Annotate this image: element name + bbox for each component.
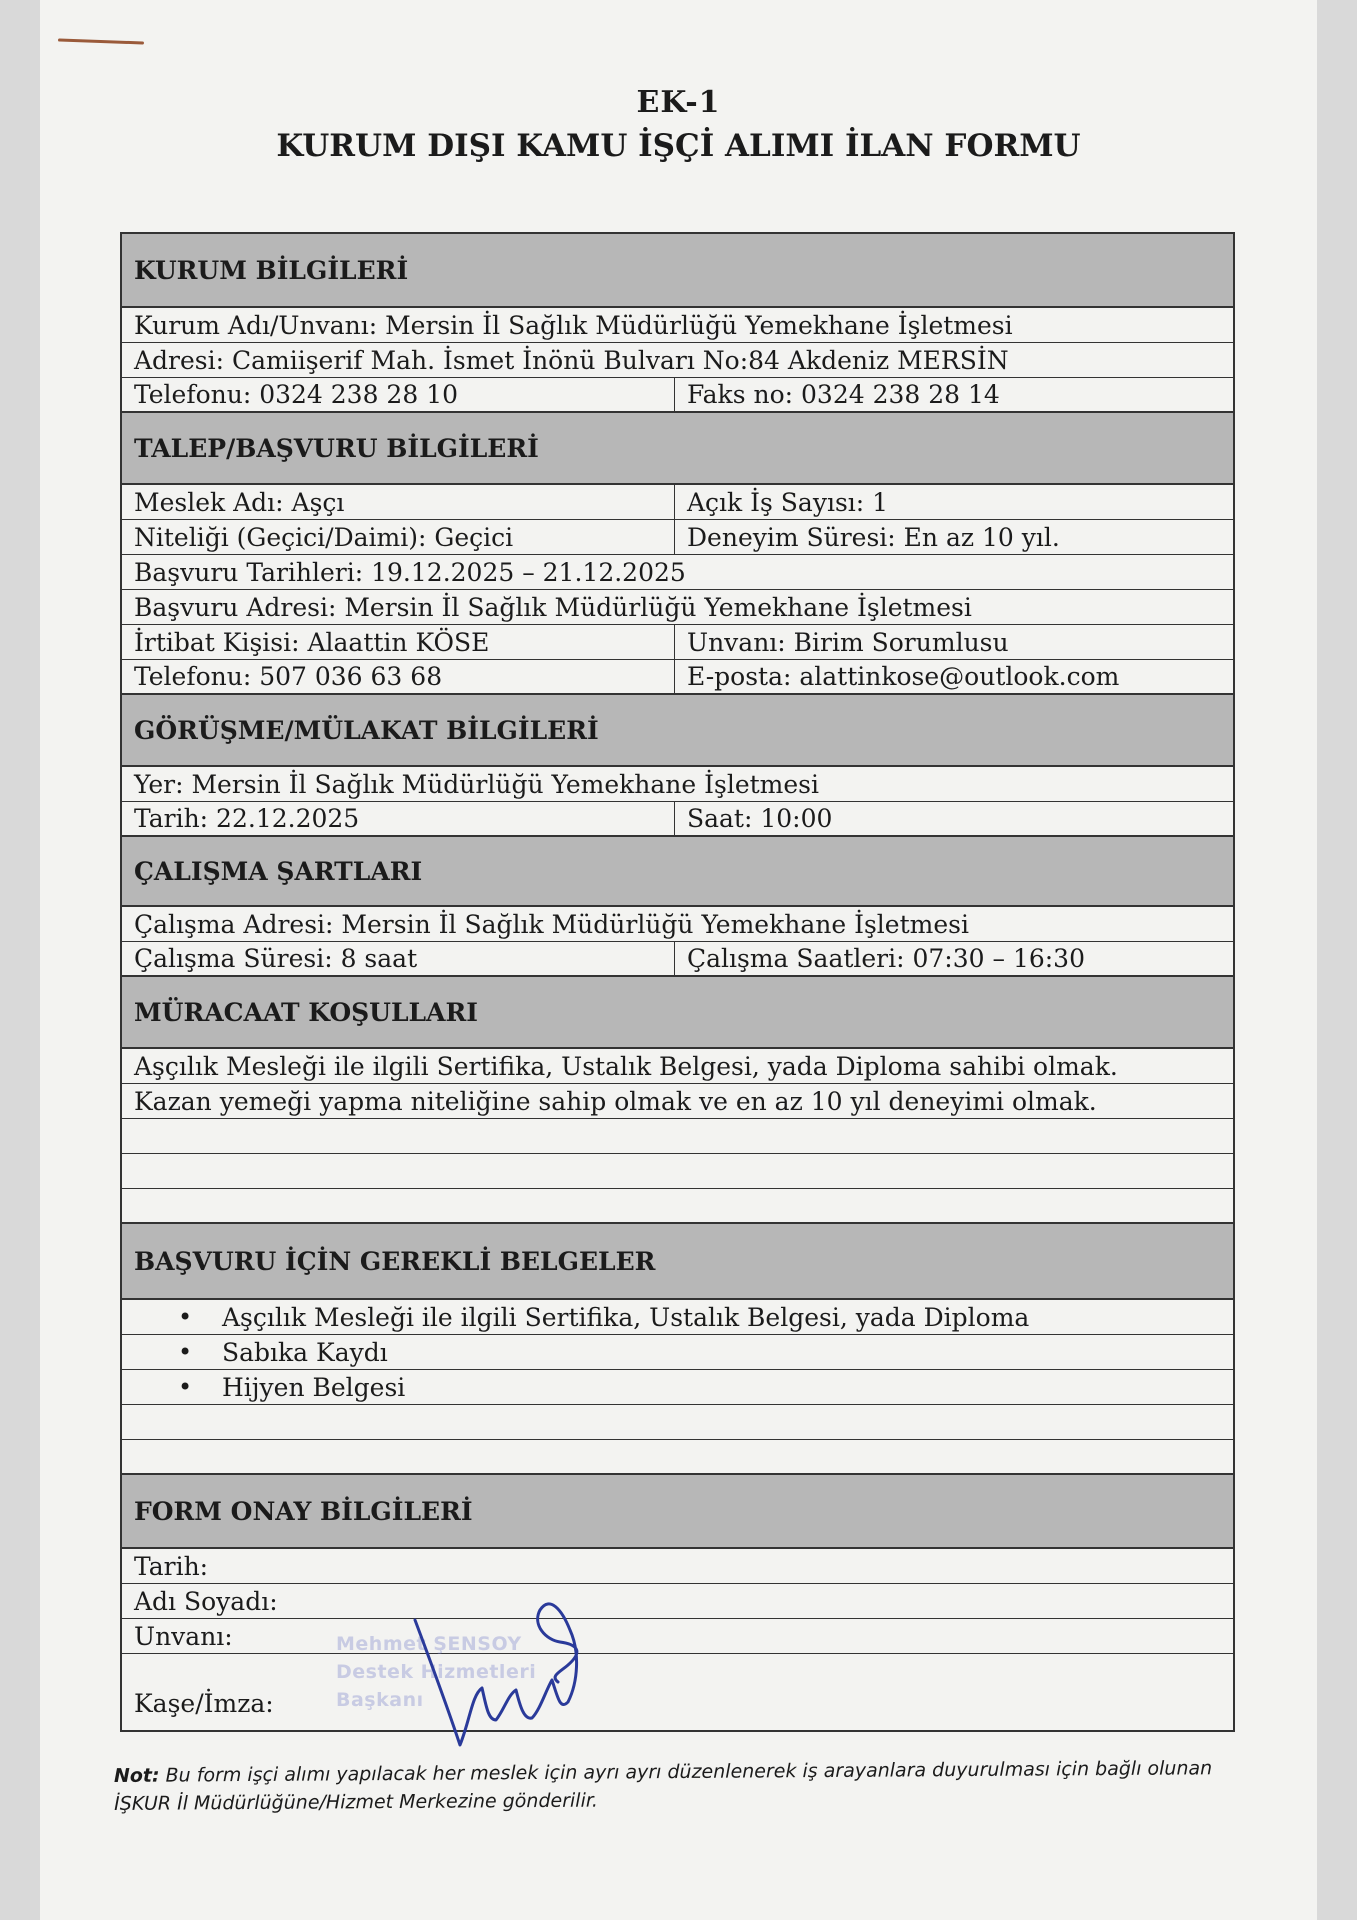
calisma-duration: Çalışma Süresi: 8 saat xyxy=(122,942,675,975)
row-talep-address xyxy=(122,590,1233,625)
row-belge-3 xyxy=(122,1370,1233,1405)
announcement-form xyxy=(120,232,1235,1732)
row-talep-profession xyxy=(122,485,1233,520)
talep-address: Başvuru Adresi: Mersin İl Sağlık Müdürlüğü Yemekhane İşletmesi xyxy=(134,592,972,622)
talep-openings: Açık İş Sayısı: 1 xyxy=(687,487,889,517)
calisma-address: Çalışma Adresi: Mersin İl Sağlık Müdürlüğü Yemekhane İşletmesi xyxy=(134,909,969,939)
note-text: Bu form işçi alımı yapılacak her meslek için ayrı ayrı düzenlenerek iş arayanlara duyurulması için bağlı olunan İŞKUR İl Müdürlüğüne/Hizmet Merkezine gönderilir. xyxy=(114,1757,1213,1815)
talep-phone: Telefonu: 507 036 63 68 xyxy=(122,660,675,693)
onay-seal-label: Kaşe/İmza: xyxy=(134,1689,274,1718)
stamp-name: Mehmet ŞENSOY xyxy=(336,1633,522,1655)
row-muracaat-2 xyxy=(122,1084,1233,1119)
kurum-fax: Faks no: 0324 238 28 14 xyxy=(687,380,1000,409)
muracaat-item: Kazan yemeği yapma niteliğine sahip olmak ve en az 10 yıl deneyimi olmak. xyxy=(134,1086,1097,1116)
section-kurum-heading: KURUM BİLGİLERİ xyxy=(122,234,1233,308)
row-gorusme-date xyxy=(122,802,1233,837)
footer-note xyxy=(114,1754,1244,1818)
gorusme-time: Saat: 10:00 xyxy=(687,804,833,833)
note-label: Not: xyxy=(113,1764,160,1787)
row-empty xyxy=(122,1189,1233,1224)
section-gorusme-heading: GÖRÜŞME/MÜLAKAT BİLGİLERİ xyxy=(122,695,1233,767)
form-title: KURUM DIŞI KAMU İŞÇİ ALIMI İLAN FORMU xyxy=(276,128,1081,164)
row-empty xyxy=(122,1405,1233,1440)
row-empty xyxy=(122,1440,1233,1475)
row-onay-seal xyxy=(122,1654,1233,1730)
row-kurum-name xyxy=(122,308,1233,343)
row-talep-contact xyxy=(122,625,1233,660)
section-muracaat-heading: MÜRACAAT KOŞULLARI xyxy=(122,977,1233,1049)
talep-profession: Meslek Adı: Aşçı xyxy=(122,485,675,519)
onay-date-label: Tarih: xyxy=(134,1551,209,1581)
row-talep-type xyxy=(122,520,1233,555)
onay-name-label: Adı Soyadı: xyxy=(134,1586,278,1616)
row-empty xyxy=(122,1119,1233,1154)
annex-label: EK-1 xyxy=(636,85,721,120)
handwritten-signature xyxy=(400,1570,620,1760)
stamp-title: Destek Hizmetleri Başkanı xyxy=(336,1661,537,1711)
talep-email: E-posta: alattinkose@outlook.com xyxy=(687,662,1120,691)
belge-item: • Aşçılık Mesleği ile ilgili Sertifika, Ustalık Belgesi, yada Diploma xyxy=(122,1300,1233,1334)
gorusme-date: Tarih: 22.12.2025 xyxy=(122,802,675,835)
kurum-address: Adresi: Camiişerif Mah. İsmet İnönü Bulvarı No:84 Akdeniz MERSİN xyxy=(134,345,1009,375)
row-kurum-address xyxy=(122,343,1233,378)
row-muracaat-1 xyxy=(122,1049,1233,1084)
gorusme-place: Yer: Mersin İl Sağlık Müdürlüğü Yemekhane İşletmesi xyxy=(134,769,819,799)
section-onay-heading: FORM ONAY BİLGİLERİ xyxy=(122,1475,1233,1549)
muracaat-item: Aşçılık Mesleği ile ilgili Sertifika, Ustalık Belgesi, yada Diploma sahibi olmak. xyxy=(134,1051,1118,1081)
row-empty xyxy=(122,1154,1233,1189)
section-calisma-heading: ÇALIŞMA ŞARTLARI xyxy=(122,837,1233,907)
onay-title-label: Unvanı: xyxy=(134,1621,233,1651)
row-onay-title xyxy=(122,1619,1233,1654)
belge-item: • Sabıka Kaydı xyxy=(122,1335,1233,1369)
belge-item: • Hijyen Belgesi xyxy=(122,1370,1233,1404)
talep-experience: Deneyim Süresi: En az 10 yıl. xyxy=(687,522,1060,552)
row-kurum-phone xyxy=(122,378,1233,413)
row-onay-name xyxy=(122,1584,1233,1619)
row-calisma-duration xyxy=(122,942,1233,977)
section-talep-heading: TALEP/BAŞVURU BİLGİLERİ xyxy=(122,413,1233,485)
row-belge-2 xyxy=(122,1335,1233,1370)
kurum-name: Kurum Adı/Unvanı: Mersin İl Sağlık Müdürlüğü Yemekhane İşletmesi xyxy=(134,310,1013,340)
row-gorusme-place xyxy=(122,767,1233,802)
row-talep-dates xyxy=(122,555,1233,590)
talep-contact: İrtibat Kişisi: Alaattin KÖSE xyxy=(122,625,675,659)
row-belge-1 xyxy=(122,1300,1233,1335)
row-onay-date xyxy=(122,1549,1233,1584)
talep-dates: Başvuru Tarihleri: 19.12.2025 – 21.12.2025 xyxy=(134,557,686,587)
talep-type: Niteliği (Geçici/Daimi): Geçici xyxy=(122,520,675,554)
kurum-phone: Telefonu: 0324 238 28 10 xyxy=(122,378,675,411)
row-talep-phone xyxy=(122,660,1233,695)
talep-title: Unvanı: Birim Sorumlusu xyxy=(687,627,1009,657)
calisma-hours: Çalışma Saatleri: 07:30 – 16:30 xyxy=(687,944,1085,973)
section-belgeler-heading: BAŞVURU İÇİN GEREKLİ BELGELER xyxy=(122,1224,1233,1300)
row-calisma-address xyxy=(122,907,1233,942)
